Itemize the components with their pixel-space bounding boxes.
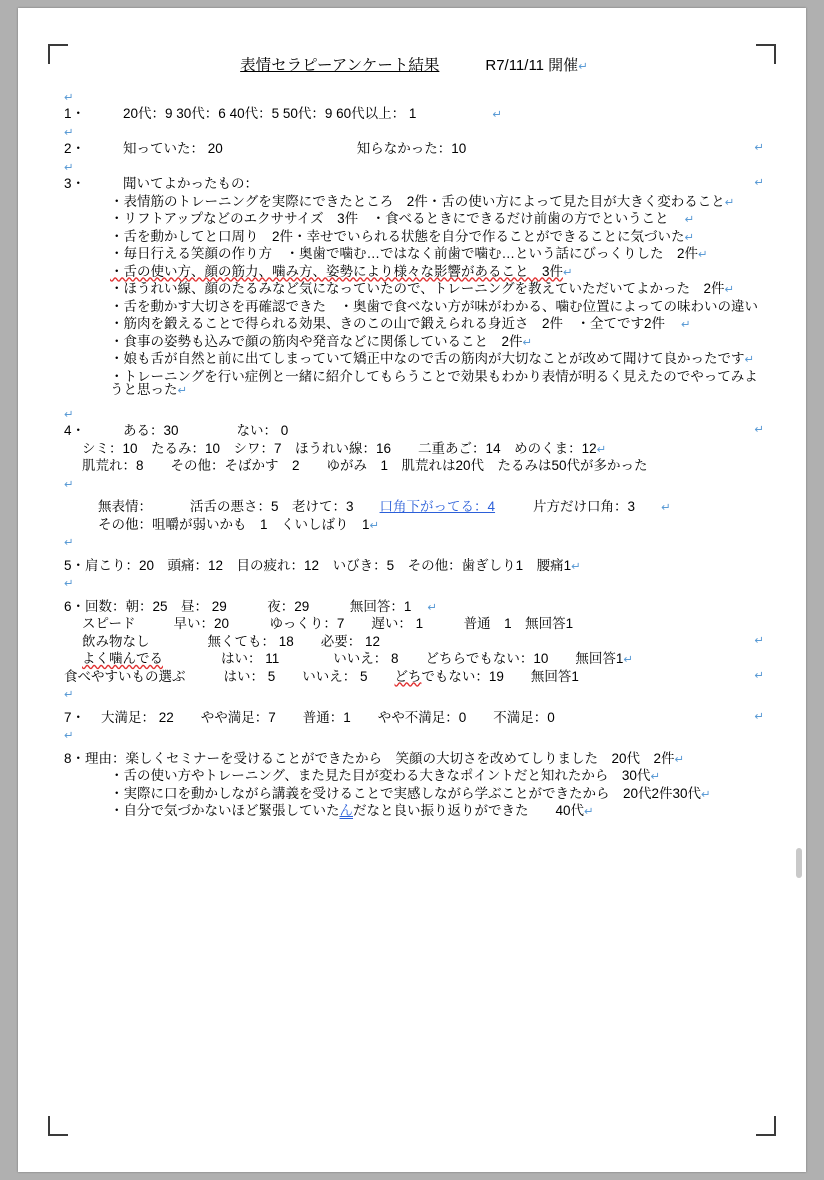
pilcrow-icon: ↵ <box>674 751 685 766</box>
pilcrow-icon: ↵ <box>754 175 764 189</box>
crop-mark-bottom-left <box>48 1116 68 1136</box>
q2-heading: 2・ <box>64 141 86 156</box>
q6-line <box>64 598 764 616</box>
pilcrow-icon: ↵ <box>698 247 708 261</box>
q8-text: 理由：楽しくセミナーを受けることができたから 笑顔の大切さを改めてしりました 20代 2件 <box>85 750 675 766</box>
q8-bullet-text-b: だなと良い振り返りができた 40代 <box>353 803 585 818</box>
q3-heading: 3・ <box>64 176 86 191</box>
q4-sub3-label: 無表情： <box>98 499 152 514</box>
q3-bullet <box>110 193 764 211</box>
q3-bullet-text: ・表情筋のトレーニングを実際にできたところ 2件・舌の使い方によって見た目が大きく変わること <box>110 193 725 209</box>
q6-sub1 <box>82 615 764 633</box>
q3-bullet <box>110 350 764 368</box>
q4-line <box>64 422 764 440</box>
q3-bullet <box>110 210 764 228</box>
q3-bullet <box>110 280 764 298</box>
q6-sub2-text: 無くても： 18 必要： 12 <box>207 633 381 649</box>
pilcrow-icon: ↵ <box>724 194 735 209</box>
pilcrow-icon: ↵ <box>754 422 764 436</box>
pilcrow-icon: ↵ <box>563 264 573 279</box>
pilcrow-icon: ↵ <box>684 212 695 226</box>
pilcrow-icon: ↵ <box>64 124 74 139</box>
q4-text-b: ない： 0 <box>236 423 289 438</box>
q8-bullet-flagged: ん <box>339 803 353 818</box>
pilcrow-icon: ↵ <box>522 334 533 349</box>
pilcrow-icon: ↵ <box>584 804 594 818</box>
q4-sub4 <box>82 516 764 534</box>
q3-line <box>64 175 764 193</box>
q4-sub3 <box>82 498 764 516</box>
q6-heading: 6・ <box>64 598 86 614</box>
q8-bullet <box>110 802 764 820</box>
q3-bullet-text: ・舌を動かしてと口周り 2件・幸せでいられる状態を自分で作ることができることに気づいた <box>110 228 685 244</box>
q6-sub4-text-a: はい： 5 いいえ： 5 <box>223 668 395 684</box>
pilcrow-line <box>64 685 764 703</box>
pilcrow-icon: ↵ <box>754 140 764 154</box>
q8-line <box>64 750 764 768</box>
q3-bullet-text: ・トレーニングを行い症例と一緒に紹介してもらうことで効果もわかり表情が明るく見えたのでやってみようと思った <box>110 368 758 397</box>
pilcrow-icon: ↵ <box>177 383 188 397</box>
q3-bullet-text: ・ほうれい線、顔のたるみなど気になっていたので、トレーニングを教えていただいてよかった 2件 <box>110 281 725 296</box>
pilcrow-icon: ↵ <box>64 687 74 701</box>
pilcrow-icon: ↵ <box>571 558 581 573</box>
pilcrow-line <box>64 158 764 176</box>
pilcrow-icon: ↵ <box>492 107 503 121</box>
document-title-row <box>64 58 764 74</box>
q3-bullet <box>110 315 764 333</box>
pilcrow-line <box>64 88 764 106</box>
pilcrow-icon: ↵ <box>369 517 380 532</box>
q4-text-a: ある：30 <box>123 423 179 438</box>
q4-sub1 <box>82 440 764 458</box>
pilcrow-line <box>64 726 764 744</box>
q6-sub4-label: 食べやすいもの選ぶ <box>64 668 186 684</box>
document-body <box>64 58 764 820</box>
pilcrow-icon: ↵ <box>64 576 74 590</box>
q8-heading: 8・ <box>64 750 86 766</box>
q7-heading: 7・ <box>64 709 86 725</box>
q8-bullet-text: ・舌の使い方やトレーニング、また見た目が変わる大きなポイントだと知れたから 30代 <box>110 768 651 783</box>
q6-sub4-text-b: でもない：19 無回答1 <box>421 668 579 684</box>
q3-bullet <box>110 333 764 351</box>
q6-sub1-text: 早い：20 ゆっくり：7 遅い： 1 普通 1 無回答1 <box>173 616 574 631</box>
q2-line <box>64 140 764 158</box>
pilcrow-icon: ↵ <box>650 769 661 783</box>
pilcrow-icon: ↵ <box>681 317 691 331</box>
q2-text-a: 知っていた： 20 <box>123 141 223 156</box>
q3-bullet-text: ・食事の姿勢も込みで顔の筋肉や発音などに関係していること 2件 <box>110 333 523 349</box>
pilcrow-icon: ↵ <box>661 500 671 514</box>
q3-bullet <box>110 368 770 399</box>
q6-sub1-label: スピード <box>82 616 136 631</box>
q6-text: 回数：朝：25 昼： 29 夜：29 無回答：1 <box>85 598 412 614</box>
q5-text: 肩こり：20 頭痛：12 目の疲れ：12 いびき：5 その他：歯ぎしり1 腰痛1 <box>85 557 572 573</box>
pilcrow-icon: ↵ <box>754 632 764 647</box>
pilcrow-icon: ↵ <box>684 229 695 244</box>
page-title: 表情セラピーアンケート結果 <box>240 57 440 74</box>
q5-line <box>64 557 764 575</box>
q1-text: 20代：9 30代：6 40代：5 50代：9 60代以上： 1 <box>123 106 417 121</box>
pilcrow-icon: ↵ <box>64 89 74 104</box>
q6-sub4-misspell: どち <box>394 668 422 684</box>
q3-bullet-text: ・リフトアップなどのエクササイズ 3件 ・食べるときにできるだけ前歯の方でということ <box>110 211 669 226</box>
pilcrow-icon: ↵ <box>578 59 588 73</box>
pilcrow-icon: ↵ <box>623 652 634 666</box>
pilcrow-line <box>64 123 764 141</box>
pilcrow-icon: ↵ <box>754 667 764 682</box>
q4-sub3-corrected: 口角下がってる：4 <box>379 499 496 514</box>
pilcrow-icon: ↵ <box>64 406 74 421</box>
q6-sub3-label: よく噛んでる <box>82 651 163 666</box>
pilcrow-icon: ↵ <box>427 599 437 614</box>
q4-sub2 <box>82 457 764 475</box>
q3-bullet-text: ・筋肉を鍛えることで得られる効果、きのこの山で鍛えられる身近さ 2件 ・全てです2件 <box>110 316 666 331</box>
pilcrow-icon: ↵ <box>754 708 764 723</box>
q3-bullet-text: ・毎日行える笑顔の作り方 ・奥歯で噛む…ではなく前歯で噛む…という話にびっくりした 2件 <box>110 246 699 261</box>
q4-sub1-text: シミ：10 たるみ：10 シワ：7 ほうれい線：16 二重あご：14 めのくま：12 <box>82 440 597 456</box>
pilcrow-line <box>64 405 764 423</box>
q6-sub2 <box>82 633 764 651</box>
pilcrow-icon: ↵ <box>64 535 74 549</box>
q7-text: 大満足： 22 やや満足：7 普通：1 やや不満足：0 不満足：0 <box>101 709 555 725</box>
document-page <box>18 8 806 1172</box>
q4-sub3-text2: 片方だけ口角：3 <box>533 499 636 514</box>
q1-heading: 1・ <box>64 106 86 121</box>
q4-sub2-text: 肌荒れ：8 その他：そばかす 2 ゆがみ 1 肌荒れは20代 たるみは50代が多かった <box>82 458 648 473</box>
q4-sub3-text: 活舌の悪さ：5 老けて：3 <box>190 499 354 514</box>
pilcrow-line <box>64 574 764 592</box>
q3-bullet <box>110 228 764 246</box>
pilcrow-icon: ↵ <box>64 476 74 491</box>
q3-bullet-text: ・舌の使い方、顔の筋力、噛み方、姿勢により様々な影響があること 3件 <box>110 263 564 279</box>
pilcrow-icon: ↵ <box>64 159 74 174</box>
scrollbar-thumb[interactable] <box>796 848 802 878</box>
q3-bullet <box>110 245 764 263</box>
q8-bullet-text: ・実際に口を動かしながら講義を受けることで実感しながら学ぶことができたから 20代2件30代 <box>110 785 702 801</box>
pilcrow-icon: ↵ <box>724 282 735 296</box>
q8-bullet <box>110 785 764 803</box>
q3-bullet-text: ・娘も舌が自然と前に出てしまっていて矯正中なので舌の筋肉が大切なことが改めて聞けて良かったです <box>110 351 745 366</box>
pilcrow-icon: ↵ <box>64 728 74 742</box>
q3-text: 聞いてよかったもの： <box>123 176 259 191</box>
q3-bullet-text: ・舌を動かす大切さを再確認できた ・奥歯で食べない方が味がわかる、噛む位置によっての味わいの違い <box>110 298 758 314</box>
pilcrow-icon: ↵ <box>744 352 755 366</box>
q8-bullet <box>110 767 764 785</box>
q1-line <box>64 105 764 123</box>
q5-heading: 5・ <box>64 557 86 573</box>
q4-sub4-text: その他：咀嚼が弱いかも 1 くいしばり 1 <box>98 516 370 532</box>
pilcrow-line <box>64 475 764 493</box>
q8-bullet-text-a: ・自分で気づかないほど緊張していた <box>110 803 340 818</box>
pilcrow-icon: ↵ <box>701 786 711 801</box>
q6-sub4 <box>64 668 764 686</box>
q2-text-b: 知らなかった：10 <box>356 141 467 156</box>
q6-sub3 <box>82 650 764 668</box>
q3-bullet <box>110 263 764 281</box>
title-date: R7/11/11 開催 <box>485 57 579 74</box>
q3-bullet <box>110 298 764 316</box>
q7-line <box>64 709 764 727</box>
pilcrow-icon: ↵ <box>596 441 607 456</box>
pilcrow-line <box>64 533 764 551</box>
q6-sub2-label: 飲み物なし <box>82 633 150 649</box>
crop-mark-bottom-right <box>756 1116 776 1136</box>
q4-heading: 4・ <box>64 423 86 438</box>
q6-sub3-text: はい： 11 いいえ： 8 どちらでもない：10 無回答1 <box>221 651 624 666</box>
